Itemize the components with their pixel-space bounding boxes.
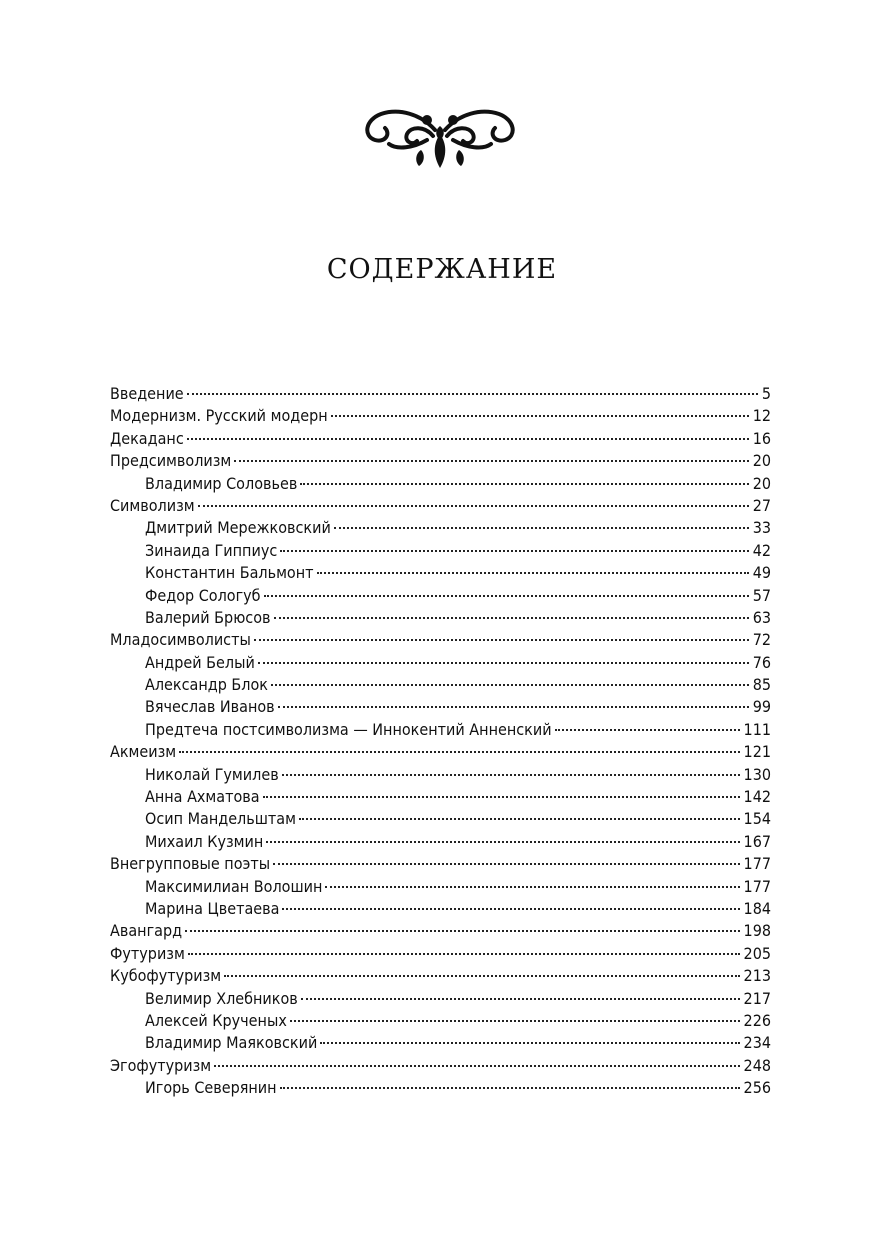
table-of-contents [110,383,771,1100]
toc-entry-page-number: 33 [752,518,771,538]
toc-entry [110,450,771,472]
dot-leader [271,684,749,686]
toc-entry-title: Максимилиан Волошин [145,876,323,896]
toc-entry [110,988,771,1010]
toc-entry-title: Анна Ахматова [145,787,260,807]
dot-leader [555,729,740,731]
toc-entry [110,405,771,427]
dot-leader [320,1042,739,1044]
toc-entry [110,1077,771,1099]
toc-entry-title: Вячеслав Иванов [145,697,275,717]
toc-entry-page-number: 217 [743,988,771,1008]
dot-leader [325,886,739,888]
toc-entry-title: Андрей Белый [145,652,255,672]
dot-leader [273,863,739,865]
toc-entry-page-number: 63 [752,607,771,627]
dot-leader [301,998,740,1000]
toc-entry [110,876,771,898]
toc-entry-page-number: 154 [743,809,771,829]
toc-entry-title: Валерий Брюсов [145,607,271,627]
toc-entry-page-number: 205 [743,943,771,963]
toc-entry-page-number: 85 [752,675,771,695]
toc-entry [110,965,771,987]
toc-entry-title: Константин Бальмонт [145,563,314,583]
toc-entry [110,562,771,584]
scroll-ornament-icon [355,100,525,172]
toc-entry [110,585,771,607]
dot-leader [282,774,740,776]
toc-entry [110,629,771,651]
toc-entry [110,1055,771,1077]
toc-entry [110,853,771,875]
toc-entry-title: Велимир Хлебников [145,988,298,1008]
toc-entry-page-number: 27 [752,495,771,515]
toc-entry [110,428,771,450]
toc-entry-title: Кубофутуризм [110,966,222,986]
dot-leader [266,841,739,843]
toc-entry [110,898,771,920]
toc-entry-title: Марина Цветаева [145,898,280,918]
toc-entry-page-number: 42 [752,540,771,560]
toc-entry-page-number: 226 [743,1010,771,1030]
dot-leader [331,415,749,417]
dot-leader [254,639,749,641]
toc-entry [110,1010,771,1032]
toc-entry-title: Николай Гумилев [145,764,279,784]
dot-leader [198,505,749,507]
toc-entry-title: Федор Сологуб [145,585,261,605]
toc-entry-title: Декаданс [110,428,184,448]
toc-entry-page-number: 20 [752,451,771,471]
dot-leader [179,751,739,753]
toc-entry-title: Предтеча постсимволизма — Иннокентий Анненский [145,719,552,739]
toc-entry [110,473,771,495]
toc-entry-title: Алексей Крученых [145,1010,287,1030]
toc-entry-page-number: 130 [743,764,771,784]
toc-entry-title: Младосимволисты [110,630,251,650]
dot-leader [263,796,740,798]
dot-leader [280,550,748,552]
toc-entry-title: Зинаида Гиппиус [145,540,278,560]
toc-entry-page-number: 5 [761,384,771,403]
toc-entry-page-number: 177 [743,854,771,874]
dot-leader [214,1065,739,1067]
toc-entry-title: Осип Мандельштам [145,809,296,829]
toc-entry-page-number: 167 [743,831,771,851]
toc-entry-title: Дмитрий Мережковский [145,518,331,538]
toc-entry-page-number: 76 [752,652,771,672]
page-title: СОДЕРЖАНИЕ [326,254,558,285]
dot-leader [278,706,749,708]
dot-leader [187,393,758,395]
toc-entry [110,808,771,830]
toc-entry [110,383,771,405]
toc-entry-page-number: 49 [752,563,771,583]
toc-entry-title: Александр Блок [145,675,268,695]
toc-entry-page-number: 16 [752,428,771,448]
toc-entry [110,786,771,808]
toc-entry-page-number: 111 [743,719,771,739]
toc-entry-title: Футуризм [110,943,185,963]
dot-leader [290,1020,740,1022]
dot-leader [264,595,749,597]
toc-entry-title: Введение [110,384,184,403]
toc-entry [110,741,771,763]
toc-entry-page-number: 248 [743,1055,771,1075]
toc-entry [110,831,771,853]
toc-entry [110,696,771,718]
toc-entry-page-number: 256 [743,1078,771,1098]
dot-leader [188,953,740,955]
toc-entry-page-number: 184 [743,898,771,918]
toc-entry [110,1032,771,1054]
toc-entry-page-number: 213 [743,966,771,986]
toc-entry-title: Внегрупповые поэты [110,854,271,874]
toc-entry-page-number: 99 [752,697,771,717]
toc-entry-title: Акмеизм [110,742,177,762]
dot-leader [185,930,739,932]
toc-entry [110,920,771,942]
toc-entry-title: Символизм [110,495,195,515]
toc-entry [110,540,771,562]
dot-leader [282,908,739,910]
dot-leader [258,662,749,664]
toc-entry-title: Авангард [110,921,183,941]
toc-entry-title: Предсимволизм [110,451,232,471]
dot-leader [334,527,749,529]
toc-entry-page-number: 234 [743,1033,771,1053]
dot-leader [187,438,749,440]
toc-entry-page-number: 177 [743,876,771,896]
toc-entry-title: Владимир Соловьев [145,473,298,493]
toc-entry [110,517,771,539]
dot-leader [224,975,739,977]
dot-leader [274,617,749,619]
toc-entry-title: Игорь Северянин [145,1078,277,1098]
toc-entry-title: Михаил Кузмин [145,831,264,851]
toc-entry-title: Модернизм. Русский модерн [110,406,328,426]
toc-entry-page-number: 12 [752,406,771,426]
toc-entry-page-number: 142 [743,787,771,807]
dot-leader [234,460,748,462]
dot-leader [300,483,748,485]
toc-entry-page-number: 72 [752,630,771,650]
dot-leader [280,1087,740,1089]
toc-entry-title: Эгофутуризм [110,1055,212,1075]
toc-entry-title: Владимир Маяковский [145,1033,318,1053]
toc-entry-page-number: 198 [743,921,771,941]
toc-entry [110,652,771,674]
toc-entry-page-number: 121 [743,742,771,762]
toc-entry-page-number: 57 [752,585,771,605]
toc-entry [110,943,771,965]
toc-entry [110,607,771,629]
toc-entry [110,764,771,786]
toc-entry [110,719,771,741]
dot-leader [299,818,740,820]
toc-entry-page-number: 20 [752,473,771,493]
dot-leader [317,572,749,574]
toc-entry [110,674,771,696]
toc-entry [110,495,771,517]
